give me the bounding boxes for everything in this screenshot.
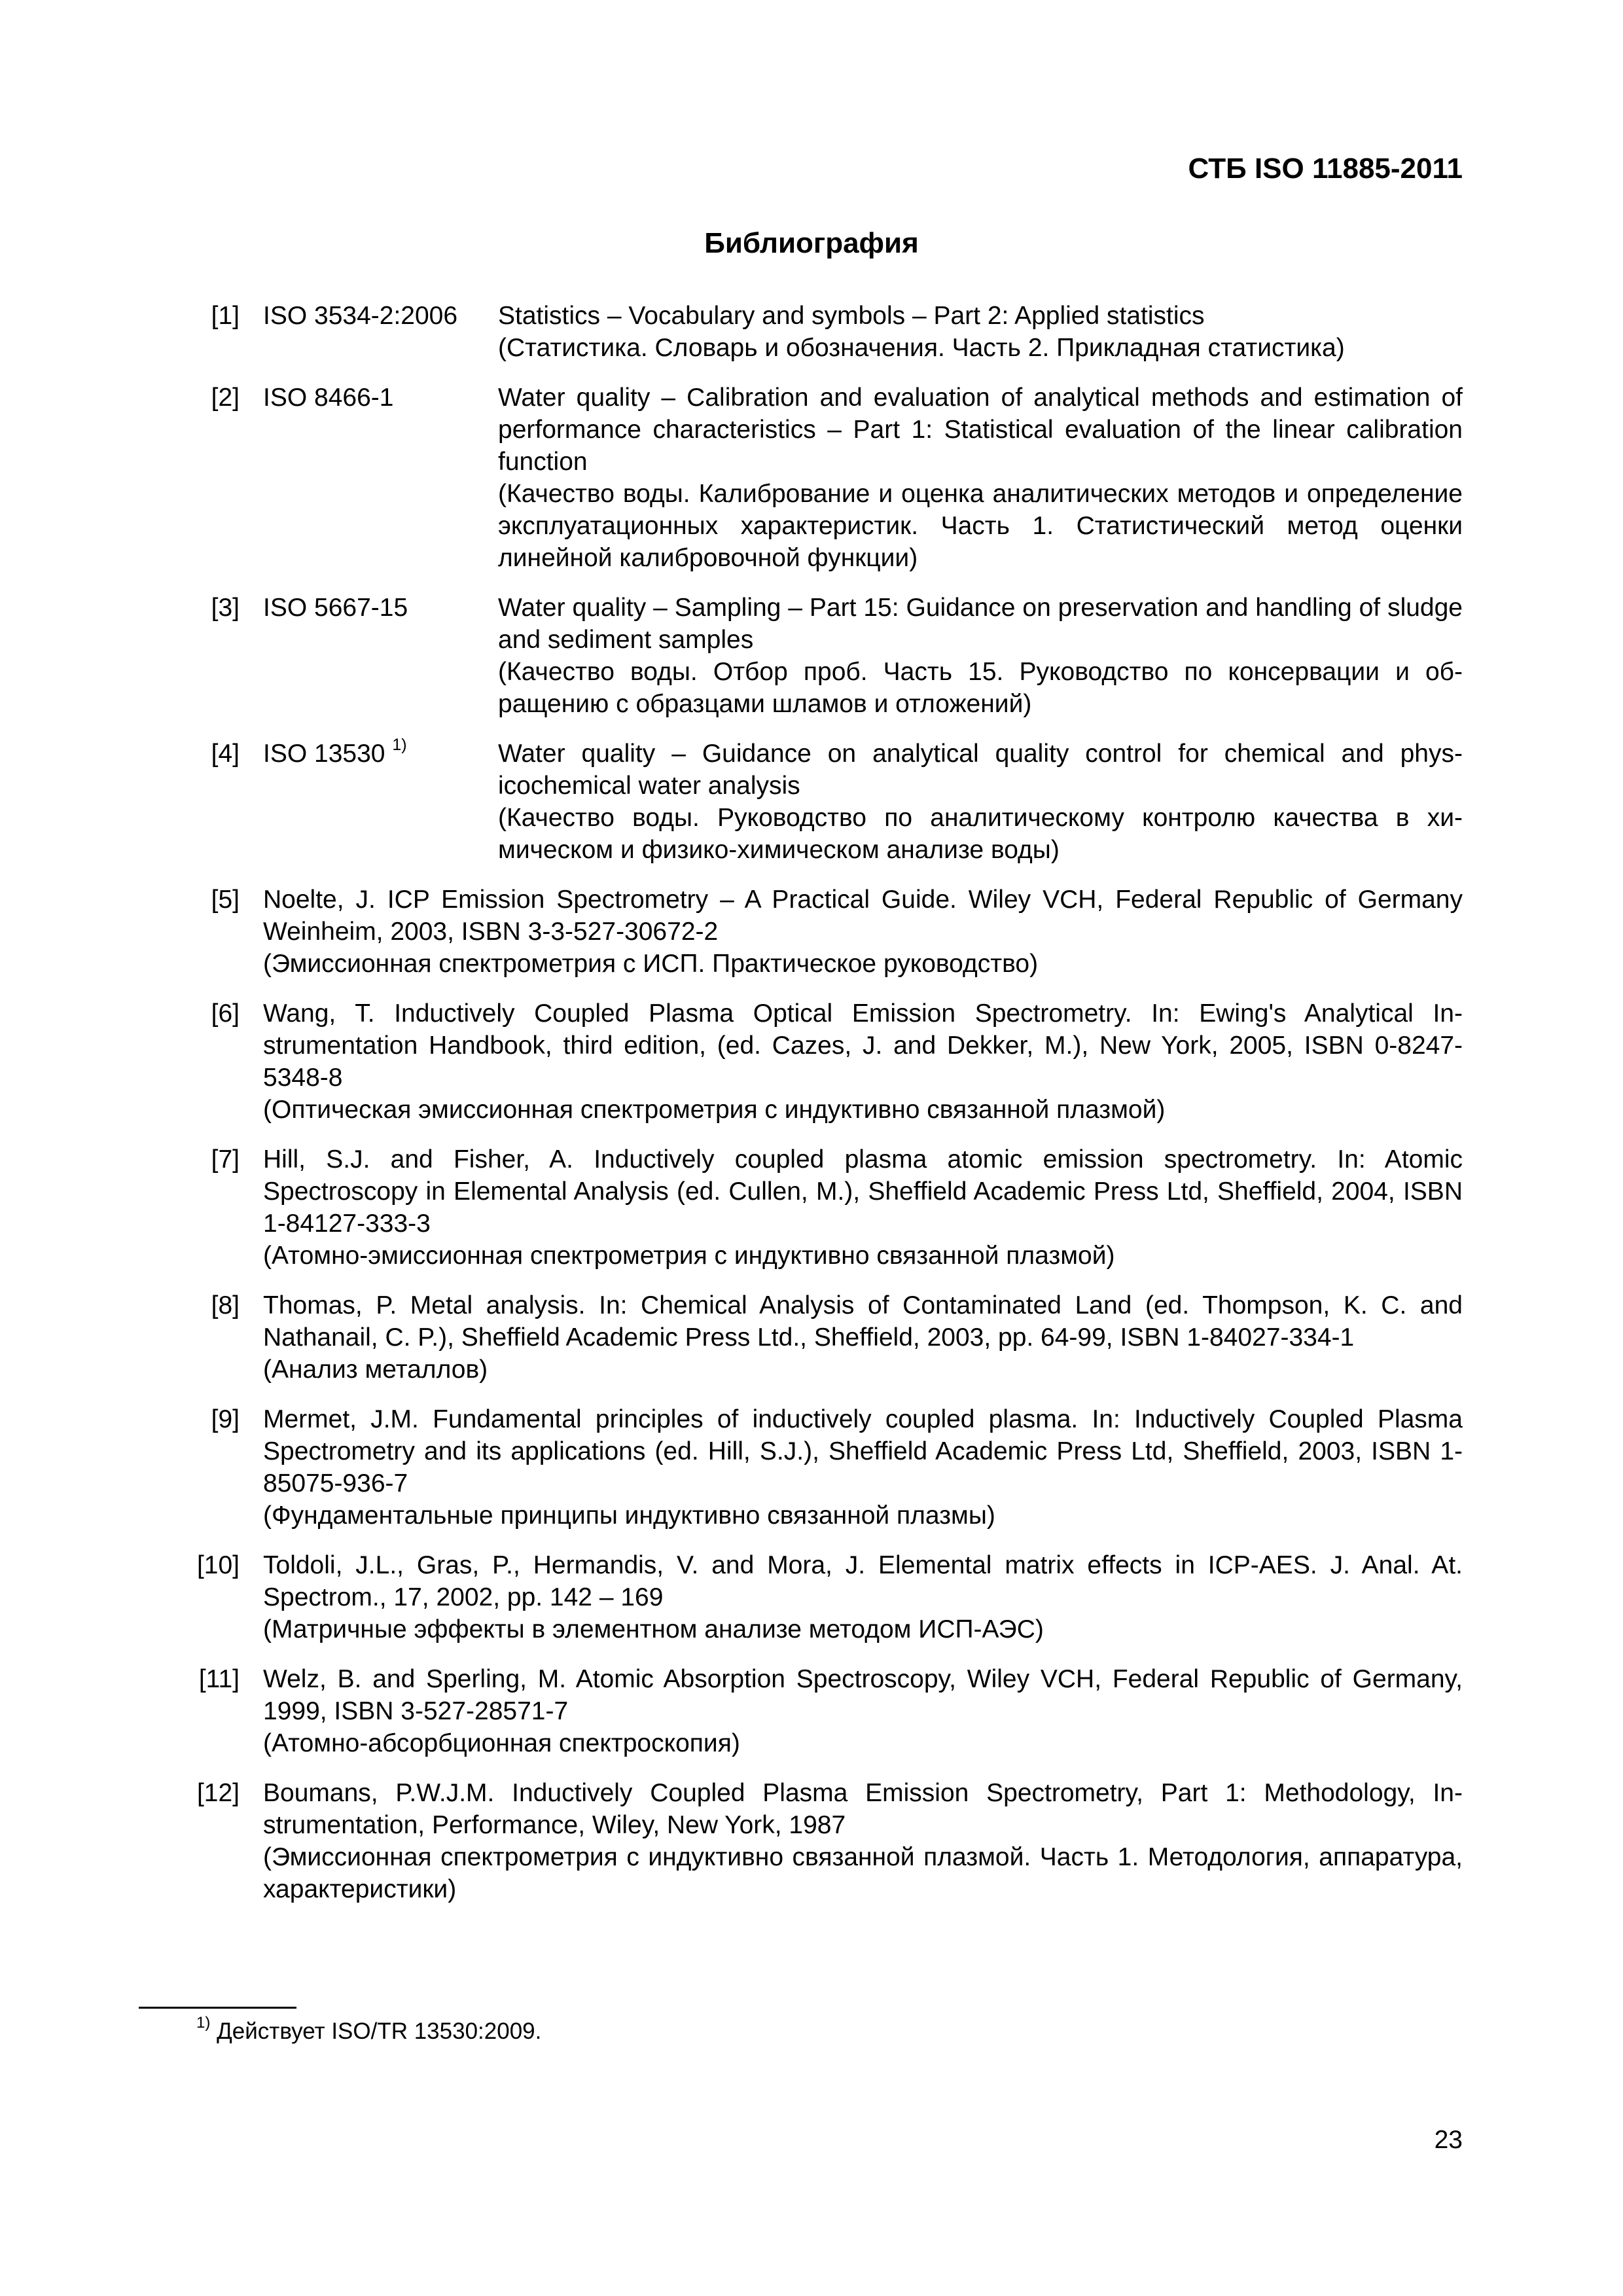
bibliography-entry — [0, 382, 1623, 574]
bibliography-entry — [0, 884, 1623, 980]
entry-translation: (Оптическая эмиссионная спектрометрия с индуктивно связанной плазмой) — [263, 1096, 1166, 1124]
entry-translation: (Атомно-абсорбционная спектроскопия) — [263, 1729, 740, 1757]
entry-translation: (Анализ металлов) — [263, 1355, 488, 1384]
bibliography-entry — [0, 997, 1623, 1126]
entry-text — [498, 738, 1463, 866]
entry-text — [263, 1143, 1463, 1272]
bibliography-entry — [0, 1777, 1623, 1905]
footnote — [196, 2014, 542, 2046]
entry-translation: (Эмиссионная спектрометрия с индуктивно связанной плазмой. Часть 1. Методология, аппаратура, характеристики) — [263, 1843, 1463, 1903]
entry-citation: Hill, S.J. and Fisher, A. Inductively coupled plasma atomic emission spectrometry. In: Atomic Spectroscopy in Elemental Analysis (ed. Cullen, M.), Sheffield Academic Press Ltd, Sheffield, 2004, ISBN 1-84127-333-3 — [263, 1145, 1463, 1238]
entry-number: [8] — [211, 1291, 240, 1319]
entry-title-ru: (Качество воды. Калибрование и оценка аналитических методов и определение эксплуатационных характеристик. Часть 1. Статистический метод оценки линейной калибровочной функции) — [498, 480, 1463, 572]
entry-text — [263, 1289, 1463, 1386]
entry-standard-code: ISO 13530 $^{1)}$ — [263, 736, 407, 768]
entry-title-ru: (Качество воды. Отбор проб. Часть 15. Руководство по консервации и обращению с образцами шламов и отложений) — [498, 658, 1463, 718]
entry-number: [1] — [211, 302, 240, 330]
entry-text — [498, 382, 1463, 574]
footnote-reference: 1) — [392, 736, 407, 754]
entry-text — [498, 592, 1463, 720]
footnote-separator — [139, 2007, 296, 2009]
bibliography-entry — [0, 592, 1623, 720]
entry-citation: Wang, T. Inductively Coupled Plasma Optical Emission Spectrometry. In: Ewing's Analytical Instrumentation Handbook, third edition, (ed. Cazes, J. and Dekker, M.), New York, 2005, ISBN 0-8247-5348-8 — [263, 999, 1463, 1092]
bibliography-title: Библиография — [704, 227, 919, 259]
entry-number: [4] — [211, 740, 240, 768]
entry-number: [5] — [211, 886, 240, 914]
entry-text — [263, 1403, 1463, 1532]
document-code: СТБ ISO 11885-2011 — [1188, 152, 1463, 185]
entry-number: [11] — [198, 1665, 240, 1693]
entry-citation: Welz, B. and Sperling, M. Atomic Absorption Spectroscopy, Wiley VCH, Federal Republic of Germany, 1999, ISBN 3-527-28571-7 — [263, 1665, 1463, 1725]
entry-translation: (Матричные эффекты в элементном анализе методом ИСП-АЭС) — [263, 1615, 1044, 1643]
page-number: 23 — [1434, 2126, 1463, 2154]
entry-standard-code: ISO 5667-15 — [263, 594, 408, 622]
entry-number: [9] — [211, 1405, 240, 1433]
entry-text — [498, 300, 1463, 364]
entry-text — [263, 884, 1463, 980]
entry-citation: Boumans, P.W.J.M. Inductively Coupled Plasma Emission Spectrometry, Part 1: Methodology, Instrumentation, Performance, Wiley, New York, 1987 — [263, 1779, 1463, 1839]
entry-number: [10] — [196, 1551, 240, 1579]
entry-standard-code: ISO 3534-2:2006 — [263, 302, 458, 330]
bibliography-entry — [0, 1663, 1623, 1759]
bibliography-entry — [0, 1549, 1623, 1645]
entry-title-en: Water quality – Calibration and evaluation of analytical methods and estimation of performance characteristics – Part 1: Statistical evaluation of the linear calibration function — [498, 384, 1463, 476]
entry-title-ru: (Качество воды. Руководство по аналитическому контролю качества в химическом и физико-химическом анализе воды) — [498, 804, 1463, 864]
entry-title-en: Water quality – Sampling – Part 15: Guidance on preservation and handling of sludge and sediment samples — [498, 594, 1463, 654]
entry-number: [7] — [211, 1145, 240, 1174]
entry-citation: Noelte, J. ICP Emission Spectrometry – A Practical Guide. Wiley VCH, Federal Republic of Germany Weinheim, 2003, ISBN 3-3-527-30672-2 — [263, 886, 1463, 946]
entry-title-ru: (Статистика. Словарь и обозначения. Часть 2. Прикладная статистика) — [498, 334, 1345, 362]
entry-citation: Toldoli, J.L., Gras, P., Hermandis, V. and Mora, J. Elemental matrix effects in ICP-AES. J. Anal. At. Spectrom., 17, 2002, pp. 142 – 169 — [263, 1551, 1463, 1611]
entry-text — [263, 997, 1463, 1126]
entry-number: [12] — [196, 1779, 240, 1807]
entry-translation: (Атомно-эмиссионная спектрометрия с индуктивно связанной плазмой) — [263, 1242, 1115, 1270]
entry-text — [263, 1663, 1463, 1759]
bibliography-list — [0, 300, 1623, 1923]
entry-text — [263, 1777, 1463, 1905]
footnote-mark: 1) — [196, 2014, 211, 2032]
bibliography-entry — [0, 738, 1623, 866]
entry-title-en: Water quality – Guidance on analytical quality control for chemical and physicochemical water analysis — [498, 740, 1463, 800]
bibliography-entry — [0, 300, 1623, 364]
entry-citation: Mermet, J.M. Fundamental principles of inductively coupled plasma. In: Inductively Coupled Plasma Spectrometry and its applications (ed. Hill, S.J.), Sheffield Academic Press Ltd, Sheffield, 2003, ISBN 1-85075-936-7 — [263, 1405, 1463, 1498]
entry-text — [263, 1549, 1463, 1645]
bibliography-entry — [0, 1289, 1623, 1386]
entry-number: [6] — [211, 999, 240, 1028]
entry-number: [2] — [211, 384, 240, 412]
entry-standard-code: ISO 8466-1 — [263, 384, 394, 412]
entry-number: [3] — [211, 594, 240, 622]
entry-title-en: Statistics – Vocabulary and symbols – Part 2: Applied statistics — [498, 302, 1205, 330]
bibliography-entry — [0, 1403, 1623, 1532]
entry-translation: (Эмиссионная спектрометрия с ИСП. Практическое руководство) — [263, 950, 1039, 978]
bibliography-entry — [0, 1143, 1623, 1272]
entry-citation: Thomas, P. Metal analysis. In: Chemical Analysis of Contaminated Land (ed. Thompson, K. C. and Nathanail, C. P.), Sheffield Academic Press Ltd., Sheffield, 2003, pp. 64-99, ISBN 1-84027-334-1 — [263, 1291, 1463, 1352]
footnote-text: Действует ISO/TR 13530:2009. — [217, 2018, 542, 2044]
entry-translation: (Фундаментальные принципы индуктивно связанной плазмы) — [263, 1501, 995, 1530]
